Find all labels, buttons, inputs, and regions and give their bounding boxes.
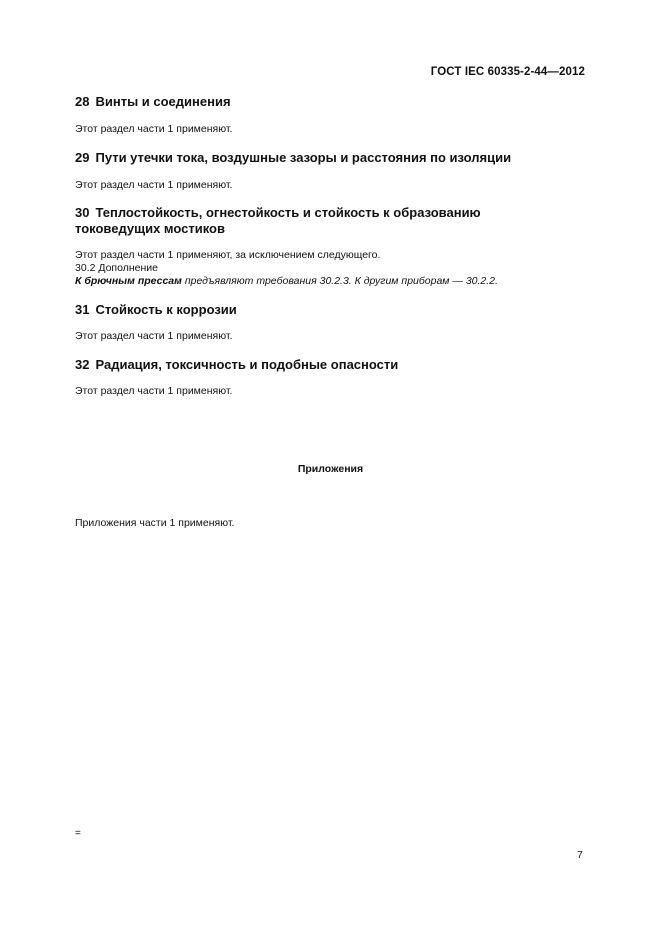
- section-28-body: Этот раздел части 1 применяют.: [75, 123, 233, 135]
- section-32-body: Этот раздел части 1 применяют.: [75, 385, 233, 397]
- requirement-text: предъявляют требования 30.2.3. К другим приборам — 30.2.2.: [181, 275, 498, 287]
- annex-body: Приложения части 1 применяют.: [75, 517, 235, 529]
- document-code: ГОСТ IEC 60335-2-44—2012: [430, 66, 585, 78]
- section-31-body: Этот раздел части 1 применяют.: [75, 330, 233, 342]
- section-29-body: Этот раздел части 1 применяют.: [75, 179, 233, 191]
- section-number: 32: [75, 357, 90, 372]
- section-number: 29: [75, 150, 90, 165]
- section-30-body: Этот раздел части 1 применяют, за исключением следующего.: [75, 249, 381, 261]
- section-number: 31: [75, 302, 90, 317]
- section-number: 30: [75, 205, 90, 220]
- subsection-30-2-text: [75, 275, 498, 288]
- section-title-line1: Теплостойкость, огнестойкость и стойкость к образованию: [95, 205, 481, 220]
- section-30-heading: [75, 205, 575, 237]
- section-31-heading: [75, 302, 575, 318]
- section-28-heading: [75, 94, 575, 110]
- section-29-heading: [75, 150, 575, 166]
- page-number: 7: [577, 849, 583, 861]
- section-title: Стойкость к коррозии: [95, 302, 237, 317]
- emphasis-text: К брючным прессам: [75, 275, 182, 287]
- section-title-line2: токоведущих мостиков: [75, 221, 225, 236]
- annex-title: Приложения: [297, 463, 364, 475]
- section-32-heading: [75, 357, 575, 373]
- section-title: Винты и соединения: [95, 94, 231, 109]
- footer-mark: =: [75, 828, 81, 839]
- section-title: Радиация, токсичность и подобные опасности: [95, 357, 399, 372]
- section-number: 28: [75, 94, 90, 109]
- section-title: Пути утечки тока, воздушные зазоры и расстояния по изоляции: [95, 150, 512, 165]
- subsection-30-2-label: 30.2 Дополнение: [75, 262, 158, 274]
